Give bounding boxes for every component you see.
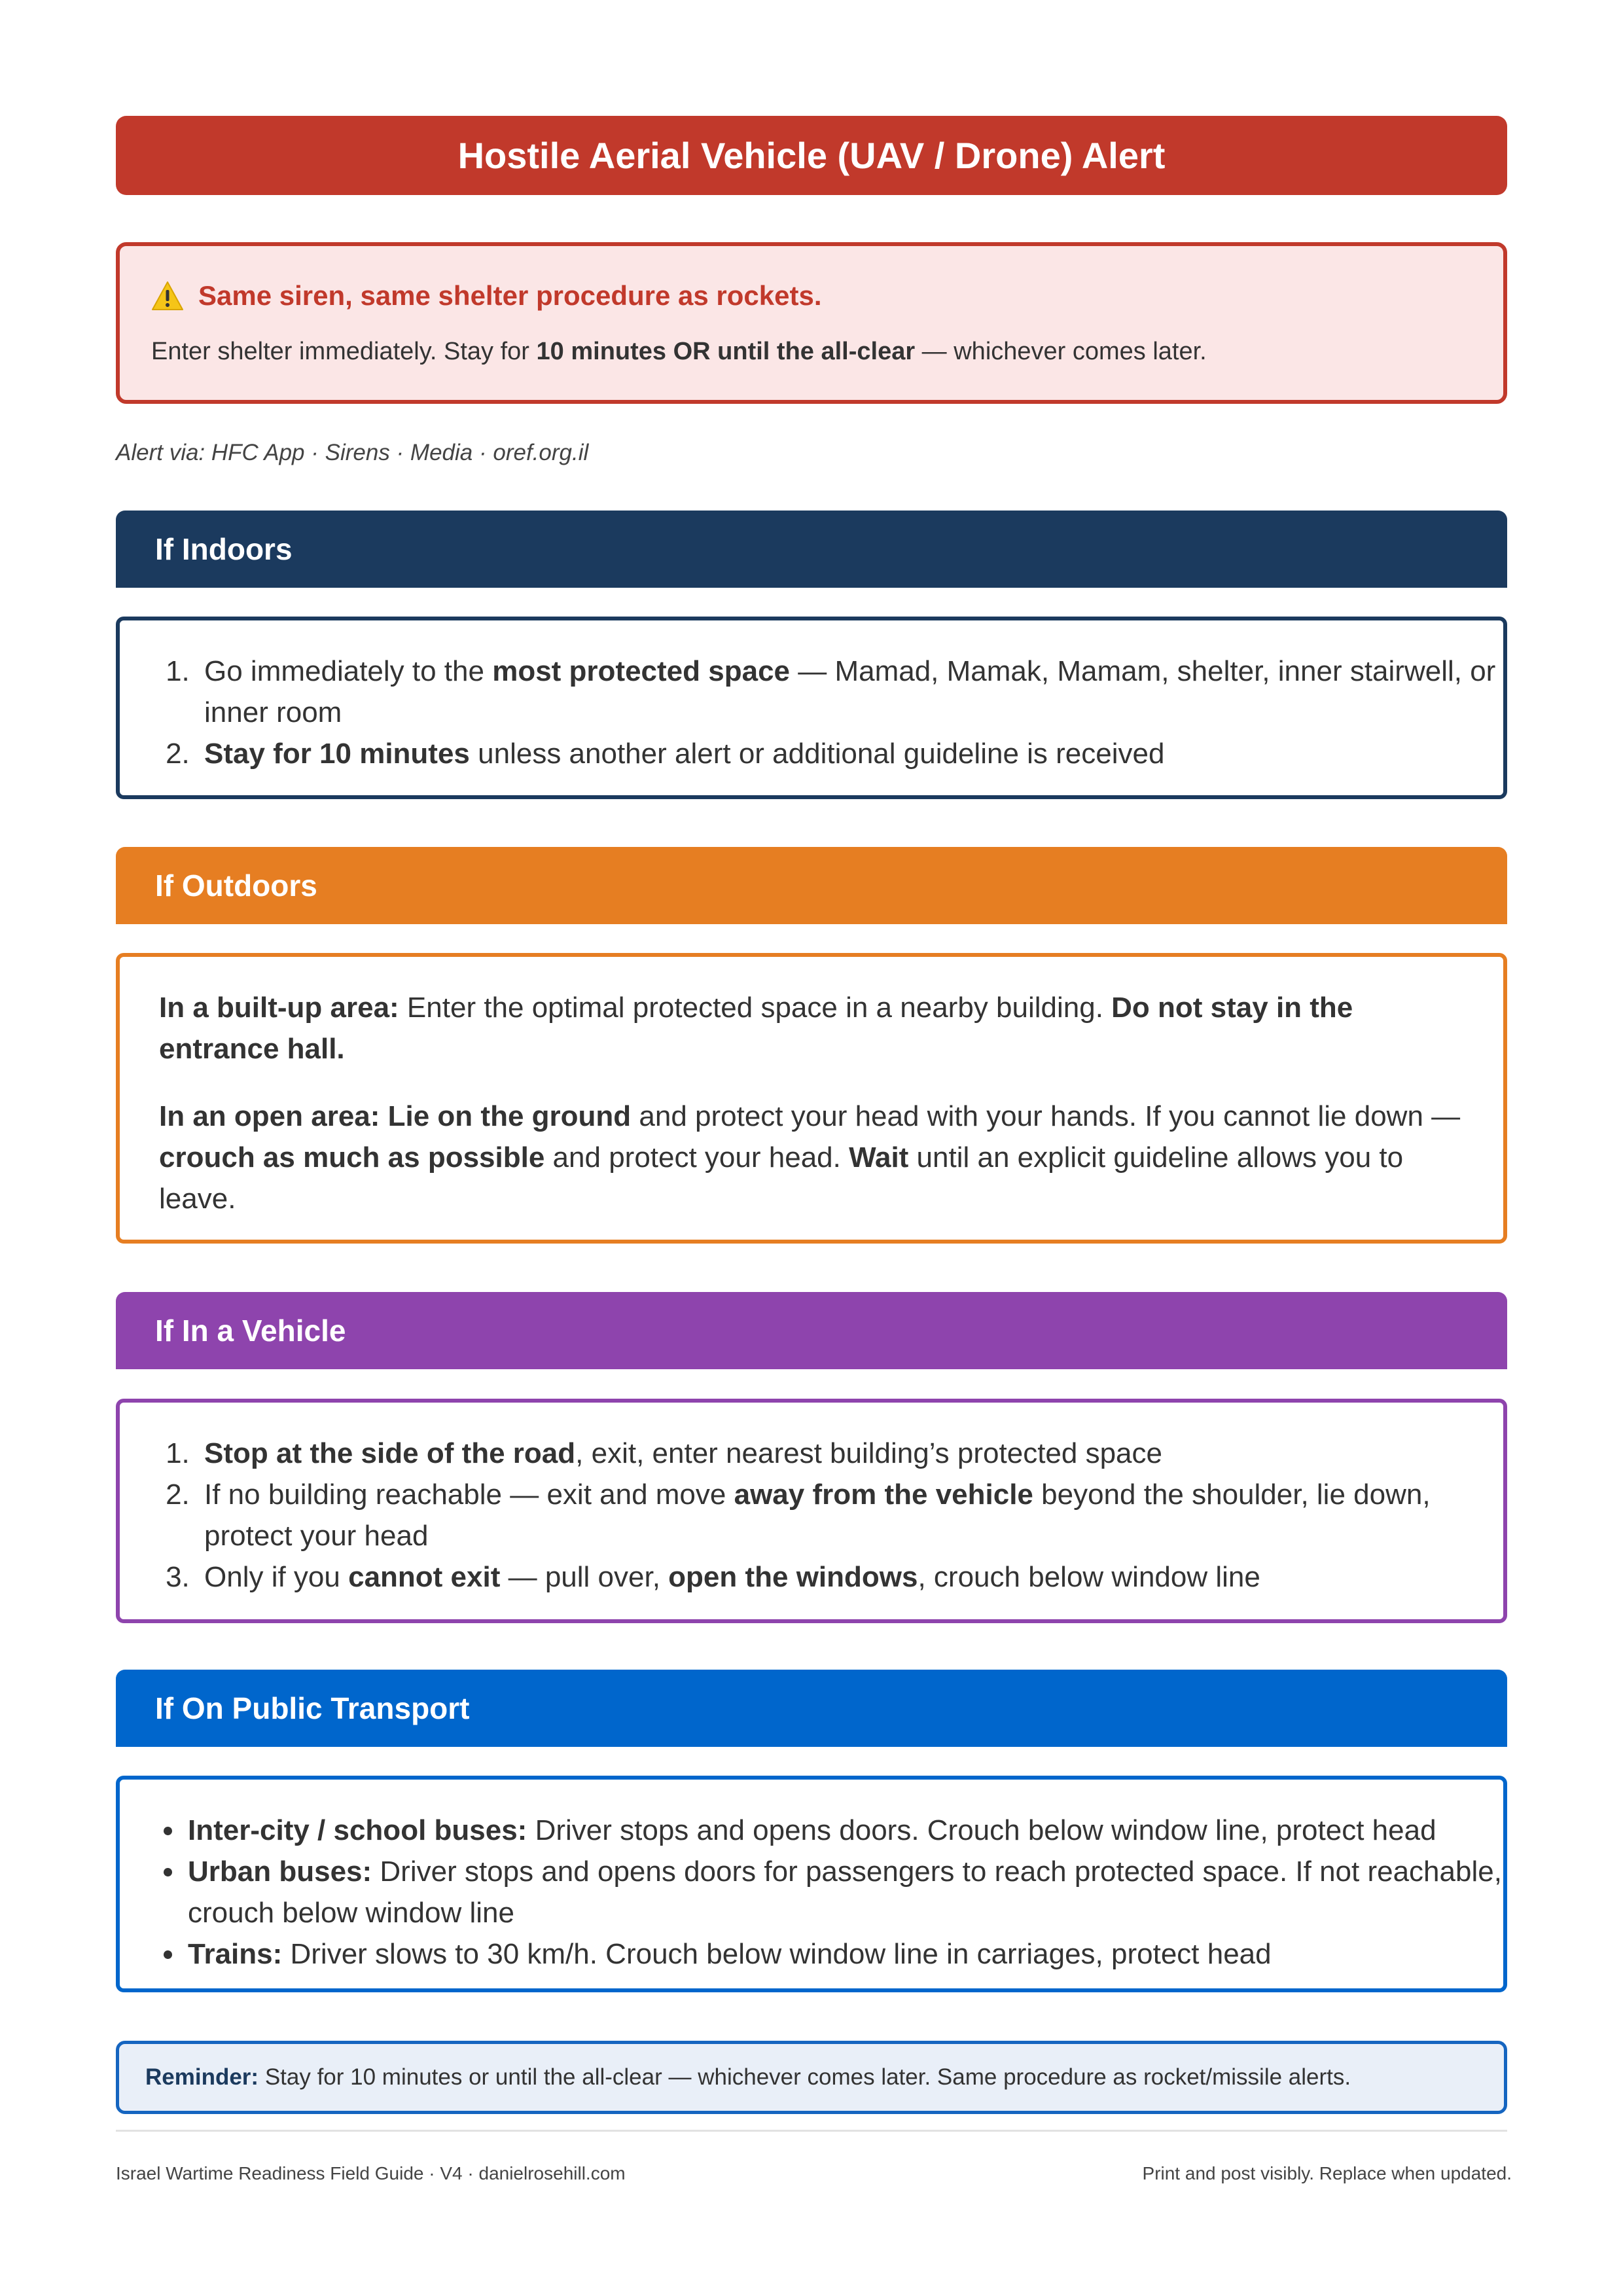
outdoors-section bbox=[116, 953, 1507, 1244]
list-item: 2. Stay for 10 minutes unless another alert or additional guideline is received bbox=[198, 733, 1503, 774]
warning-triangle-icon bbox=[151, 281, 184, 311]
warning-callout bbox=[116, 242, 1507, 404]
reminder-callout: Reminder: Stay for 10 minutes or until the all-clear — whichever comes later. Same procedure as rocket/missile alerts. bbox=[116, 2041, 1507, 2114]
page-title: Hostile Aerial Vehicle (UAV / Drone) Alert bbox=[116, 116, 1507, 195]
indoors-header: If Indoors bbox=[116, 511, 1507, 588]
built-up-area-paragraph: In a built-up area: Enter the optimal protected space in a nearby building. Do not stay in the entrance hall. bbox=[159, 992, 1353, 1065]
outdoors-header: If Outdoors bbox=[116, 847, 1507, 924]
warning-heading: Same siren, same shelter procedure as rockets. bbox=[198, 280, 822, 311]
list-item: • Trains: Driver slows to 30 km/h. Crouch below window line in carriages, protect head bbox=[185, 1933, 1503, 1975]
footer-left-text: Israel Wartime Readiness Field Guide · V4 · danielrosehill.com bbox=[116, 2163, 626, 2183]
list-item: • Inter-city / school buses: Driver stops and opens doors. Crouch below window line, protect head bbox=[185, 1810, 1503, 1851]
list-item: 2. If no building reachable — exit and move away from the vehicle beyond the shoulder, lie down, protect your head bbox=[198, 1474, 1503, 1556]
list-item: 3. Only if you cannot exit — pull over, open the windows, crouch below window line bbox=[198, 1556, 1503, 1598]
warning-body: Enter shelter immediately. Stay for 10 minutes OR until the all-clear — whichever comes later. bbox=[151, 338, 1207, 365]
list-item: • Urban buses: Driver stops and opens doors for passengers to reach protected space. If not reachable, crouch below window line bbox=[185, 1851, 1503, 1933]
list-item: 1. Go immediately to the most protected space — Mamad, Mamak, Mamam, shelter, inner stairwell, or inner room bbox=[198, 651, 1503, 733]
vehicle-section bbox=[116, 1399, 1507, 1623]
footer-right-text: Print and post visibly. Replace when updated. bbox=[1142, 2163, 1512, 2183]
list-item: 1. Stop at the side of the road, exit, enter nearest building’s protected space bbox=[198, 1433, 1503, 1474]
vehicle-header: If In a Vehicle bbox=[116, 1292, 1507, 1369]
alert-channels-note: Alert via: HFC App · Sirens · Media · oref.org.il bbox=[116, 440, 589, 465]
public-transport-section bbox=[116, 1776, 1507, 1992]
open-area-paragraph: In an open area: Lie on the ground and protect your head with your hands. If you cannot lie down — crouch as much as possible and protect your head. Wait until an explicit guideline allows you to leave. bbox=[159, 1100, 1461, 1215]
public-transport-header: If On Public Transport bbox=[116, 1670, 1507, 1747]
indoors-section bbox=[116, 617, 1507, 799]
footer-divider bbox=[116, 2130, 1507, 2132]
